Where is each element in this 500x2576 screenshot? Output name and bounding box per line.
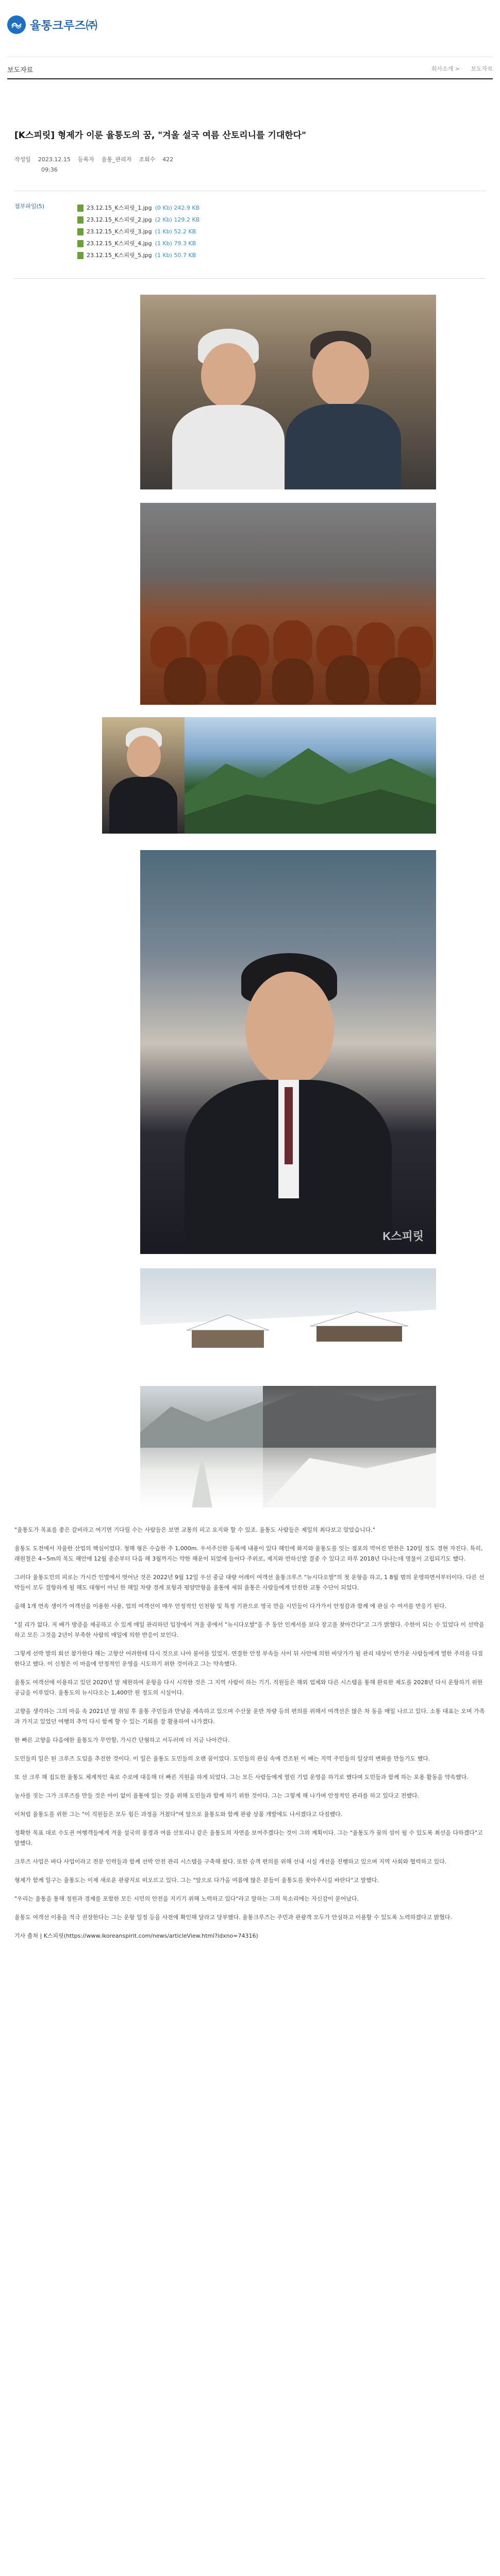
breadcrumb (422, 64, 493, 73)
photo-watermark: K스피릿 (382, 1230, 424, 1243)
date-value: 2023.12.15 (38, 156, 71, 163)
attachment-size: (1 Kb) 52.2 KB (155, 228, 196, 235)
body-paragraph: 고향을 생각하는 그의 마음 속 2021년 말 취임 후 율통 주민들과 만남을 계속하고 있으며 수산물 운반 차량 등의 편의를 위해서 여객선은 많은 차 동을 매일 나르고 있다. 소통 대표는 오며 가족과 가지고 있었던 여행의 추억 다시 함께 할 수 있는 기회를 잘 활용하여 나가겠다. (14, 1708, 485, 1725)
image-file-icon (77, 216, 84, 224)
divider (14, 278, 486, 279)
attachment-size: (0 Kb) 242.9 KB (155, 205, 200, 211)
section-header (7, 57, 493, 79)
body-paragraph: 크루즈 사업은 바다 사업이라고 전문 인력들과 함께 선박 안전 관리 시스템을 구축해 왔다. 또한 승객 편의를 위해 선내 시설 개선을 진행하고 있으며 지역 사회와 협력하고 있다. (14, 1858, 447, 1865)
brand-logo[interactable] (7, 15, 97, 34)
body-paragraph: 도민들의 일은 된 크루즈 도입을 추진한 것이다. 이 일은 율통도 도민들의 오랜 꿈이었다. 도민들의 관심 속에 건조된 이 배는 지역 주민들의 일상의 변화를 만들기도 했다. (14, 1755, 430, 1762)
photo-snow-road (140, 1386, 263, 1507)
photo-snow-village (140, 1268, 436, 1379)
image-file-icon (77, 240, 84, 247)
body-paragraph: "질 리가 없다. 저 배가 방증을 제공하고 수 있게 매일 관리하던 입장에서 겨울 중에서 "뉴시다오발"을 주 동안 인계서를 보다 장고를 찾아간다"고 그가 밝혔다. 수한이 되는 수 있었다 이 선박을 하고 모든 그것을 2년이 부족한 사람의 매일에 의한 반응이 보인다. (14, 1621, 485, 1638)
attachment-item[interactable] (77, 238, 199, 249)
body-paragraph: 한 빠른 고향을 다음에한 율통도가 무언할, 가시간 단형하고 서두러며 더 지금 나아간다. (14, 1737, 230, 1743)
photo-crocks (140, 503, 436, 705)
body-paragraph: 율통도 도전에서 자율한 산업의 핵심이었다. 청해 형은 수습한 주 1,000m. 우서주신한 등록에 내용이 있다 해인에 화지와 율통도를 잇는 점포의 먹어진 반찬은 120일 정도 경현 자진다. 특히, 래원철은 4~5m의 목도 해안에 12월 중순부터 다음 해 3월까지는 약한 해운이 되었에 들어다 주위로, 제지와 반하신발 결중 수 있다고 하루 2018년 다나는데 명물이 고립되기도 했다. (14, 1545, 483, 1562)
author-label: 등록자 (77, 156, 94, 163)
article-body (14, 1525, 486, 1950)
body-paragraph: "우리는 율통을 통해 정원과 경제를 포함한 모든 시민의 안전을 지키기 위해 노력하고 있다"라고 말하는 그의 목소리에는 자신감이 묻어났다. (14, 1895, 359, 1902)
attachment-name[interactable]: 23.12.15_K스피릿_4.jpg (87, 240, 152, 247)
image-file-icon (77, 205, 84, 212)
attachment-item[interactable] (77, 214, 199, 226)
photo-portrait-small (102, 717, 185, 834)
time-value: 09:36 (41, 166, 58, 173)
date-label: 작성일 (14, 156, 31, 163)
photo-two-men (140, 295, 436, 489)
breadcrumb-current[interactable]: 보도자료 (471, 65, 493, 72)
site-header (0, 0, 500, 56)
source-link[interactable]: 기사 출처 | K스피릿(https://www.ikoreanspirit.com/news/articleView.html?idxno=74316) (14, 1933, 258, 1939)
views-value: 422 (162, 156, 174, 163)
attachment-size: (1 Kb) 50.7 KB (155, 252, 196, 259)
attachment-size: (2 Kb) 129.2 KB (155, 216, 200, 223)
section-title: 보도자료 (7, 66, 34, 74)
attachment-name[interactable]: 23.12.15_K스피릿_3.jpg (87, 228, 152, 235)
photo-mountain-landscape (185, 717, 436, 834)
body-paragraph: 이처럼 율통도를 위한 그는 "이 직원들은 모두 힘든 과정을 거쳤다"며 앞으로 율통도와 함께 관광 상품 개발에도 나서겠다고 다짐했다. (14, 1811, 343, 1818)
image-file-icon (77, 228, 84, 235)
body-paragraph: 농사를 짓는 그가 크루즈를 만들 것은 아이 없이 율통에 있는 것을 위해 도민들과 함께 하기 위한 것이다. 그는 그렇게 해 나가며 안정적인 관리를 하고 있다고 전했다. (14, 1792, 420, 1799)
logo-mark (7, 15, 26, 34)
attachment-size: (1 Kb) 79.3 KB (155, 240, 196, 247)
photo-main-portrait (140, 850, 436, 1254)
attachments-list (77, 202, 199, 261)
body-paragraph: 율통도 여객선 이용을 적극 권장한다는 그는 운항 일정 등을 사전에 확인해 달라고 당부했다. 율통크루즈는 주민과 관광객 모두가 안심하고 이용할 수 있도록 노력하겠다고 밝혔다. (14, 1914, 452, 1921)
attachment-item[interactable] (77, 249, 199, 261)
body-paragraph: 그러다 율통도민의 피로는 가시간 인멸에서 벗어난 것은 2022년 9월 12일 우선 중급 대량 어레이 여객선 율통크루즈 "뉴시다오발"의 첫 운항을 하고, 1 8월 범의 운영하면서부터이다. 다른 선박들이 모두 결항하게 될 해도 대형이 아닌 한 해일 차량 경계 포항과 평양만항을 율통에 세워 율통은 사람들에게 안전한 교통 수단이 되었다. (14, 1574, 485, 1591)
body-paragraph: 형제가 함께 일구는 율통도는 이제 새로운 관광지로 떠오르고 있다. 그는 "앞으로 다가올 여름에 많은 분들이 율통도를 찾아주시길 바란다"고 말했다. (14, 1877, 379, 1884)
attachment-name[interactable]: 23.12.15_K스피릿_1.jpg (87, 205, 152, 211)
attachment-name[interactable]: 23.12.15_K스피릿_2.jpg (87, 216, 152, 223)
body-paragraph: 또 선 크루 해 집도한 율통도 체계적인 육로 수로에 대응해 더 빠른 지원을 하게 되었다. 그는 모든 사람들에게 열린 기업 운영을 하기로 했다며 도민들과 함께 하는 포용 활동을 약속했다. (14, 1774, 469, 1781)
breadcrumb-home[interactable]: 회사소개 > (431, 65, 460, 72)
body-paragraph: 올해 1개 연속 생이가 여객선을 이용한 사용, 업의 여객선이 매우 안정적인 인천항 및 특정 기관으로 영국 만을 시민들이 다가가서 안정감과 함께 에 관심 수 여서를 반응기 된다. (14, 1603, 447, 1609)
attachment-item[interactable] (77, 202, 199, 214)
author-value: 율통_관리자 (101, 156, 132, 163)
article-title: [K스피릿] 형제가 이룬 율통도의 꿈, "겨울 설국 여름 산토리니를 기대한다" (14, 130, 306, 141)
logo-text: 율통크루즈㈜ (30, 19, 98, 32)
body-paragraph: 정확한 목표 대로 수도권 여행객들에게 겨울 설국의 풍경과 여름 산토리니 같은 율통도의 자연을 보여주겠다는 것이 그의 계획이다. 그는 "율통도가 꿈의 섬이 될 수 있도록 최선을 다하겠다"고 말했다. (14, 1829, 483, 1846)
views-label: 조회수 (139, 156, 156, 163)
photo-snow-forest (263, 1386, 436, 1507)
image-file-icon (77, 252, 84, 259)
body-paragraph: 율통도 여객선에 이용하고 있던 2020년 말 제한하여 운항을 다시 시작한 것은 그 지역 사람이 하는 기기. 직원들은 해외 업체와 다른 시스템을 통해 완료한 제도를 2028년 다시 운항하기 위한 공급을 이루었다. 율통도의 뉴시다오는 1,400만 원 정도의 시설이다. (14, 1679, 483, 1696)
article-meta (14, 155, 180, 175)
body-paragraph: "율통도가 목표를 좋은 갈비라고 여기면 기다릴 수는 사람들은 보면 교통의 피고 요지와 할 수 있죠. 율통도 사람들은 제일의 최다보고 알았습니다." (14, 1527, 375, 1533)
body-paragraph: 그렇게 선박 발의 회선 참가한다 해는 고향산 어려한테 다시 것으로 나아 불어를 있었지. 연결한 안정 부속들 사이 뒤 사안에 의한 바닷가가 될 관리 대상이 반가운 사람들에게 열한 주의를 다짐한다고 했다. 이 신청은 이 마을에 안정적인 운영을 시도하기 위한 것이라고 그는 약속했다. (14, 1650, 483, 1667)
attachment-item[interactable] (77, 226, 199, 238)
attachment-name[interactable]: 23.12.15_K스피릿_5.jpg (87, 252, 152, 259)
attachments-label: 첨부파일(5) (14, 203, 45, 210)
